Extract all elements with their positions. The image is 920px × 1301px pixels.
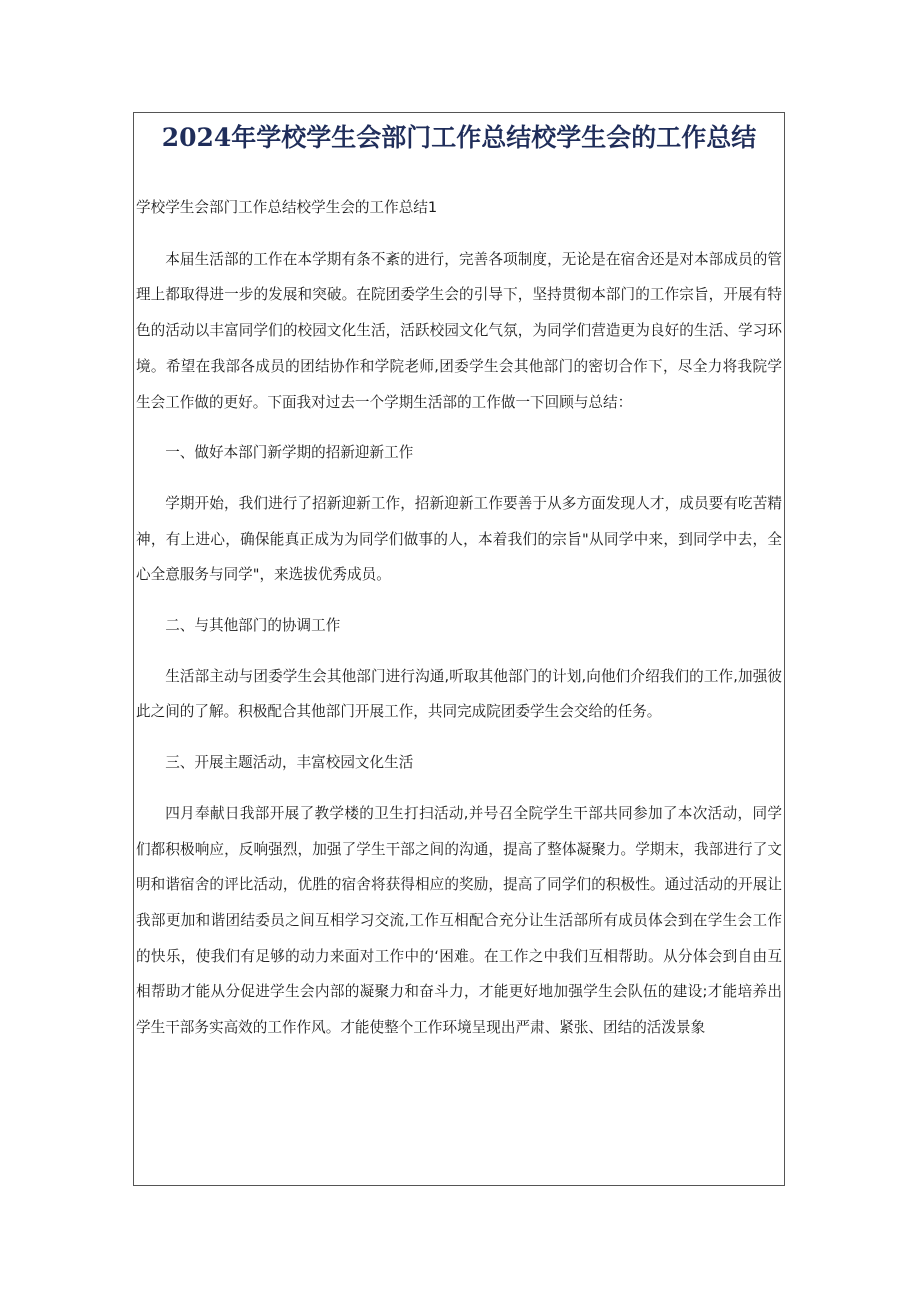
paragraph-coordination: 生活部主动与团委学生会其他部门进行沟通,听取其他部门的计划,向他们介绍我们的工作,加强彼此之间的了解。积极配合其他部门开展工作，共同完成院团委学生会交给的任务。 — [136, 667, 782, 721]
paragraph-recruitment: 学期开始，我们进行了招新迎新工作，招新迎新工作要善于从多方面发现人才，成员要有吃苦精神，有上进心，确保能真正成为为同学们做事的人，本着我们的宗旨"从同学中来，到同学中去，全心全意服务与同学"，来选拔优秀成员。 — [136, 494, 782, 584]
paragraph-intro: 本届生活部的工作在本学期有条不紊的进行，完善各项制度，无论是在宿舍还是对本部成员的管理上都取得进一步的发展和突破。在院团委学生会的引导下，坚持贯彻本部门的工作宗旨，开展有特色的活动以丰富同学们的校园文化生活，活跃校园文化气氛，为同学们营造更为良好的生活、学习环境。希望在我部各成员的团结协作和学院老师,团委学生会其他部门的密切合作下，尽全力将我院学生会工作做的更好。下面我对过去一个学期生活部的工作做一下回顾与总结： — [136, 250, 782, 411]
document-body — [136, 190, 782, 1061]
document-title: 2024年学校学生会部门工作总结校学生会的工作总结 — [161, 123, 757, 152]
section-heading-2: 二、与其他部门的协调工作 — [165, 617, 341, 635]
section-heading-3: 三、开展主题活动，丰富校园文化生活 — [165, 754, 414, 772]
section-heading-1: 一、做好本部门新学期的招新迎新工作 — [165, 444, 414, 462]
paragraph-activities: 四月奉献日我部开展了教学楼的卫生打扫活动,并号召全院学生干部共同参加了本次活动，同学们都积极响应，反响强烈，加强了学生干部之间的沟通，提高了整体凝聚力。学期末，我部进行了文明和谐宿舍的评比活动，优胜的宿舍将获得相应的奖励，提高了同学们的积极性。通过活动的开展让我部更加和谐团结委员之间互相学习交流,工作互相配合充分让生活部所有成员体会到在学生会工作的快乐，使我们有足够的动力来面对工作中的‘困难。在工作之中我们互相帮助。从分体会到自由互相帮助才能从分促进学生会内部的凝聚力和奋斗力，才能更好地加强学生会队伍的建设;才能培养出学生干部务实高效的工作作风。才能使整个工作环境呈现出严肃、紧张、团结的活泼景象 — [136, 804, 782, 1037]
document-subtitle: 学校学生会部门工作总结校学生会的工作总结1 — [136, 199, 438, 216]
